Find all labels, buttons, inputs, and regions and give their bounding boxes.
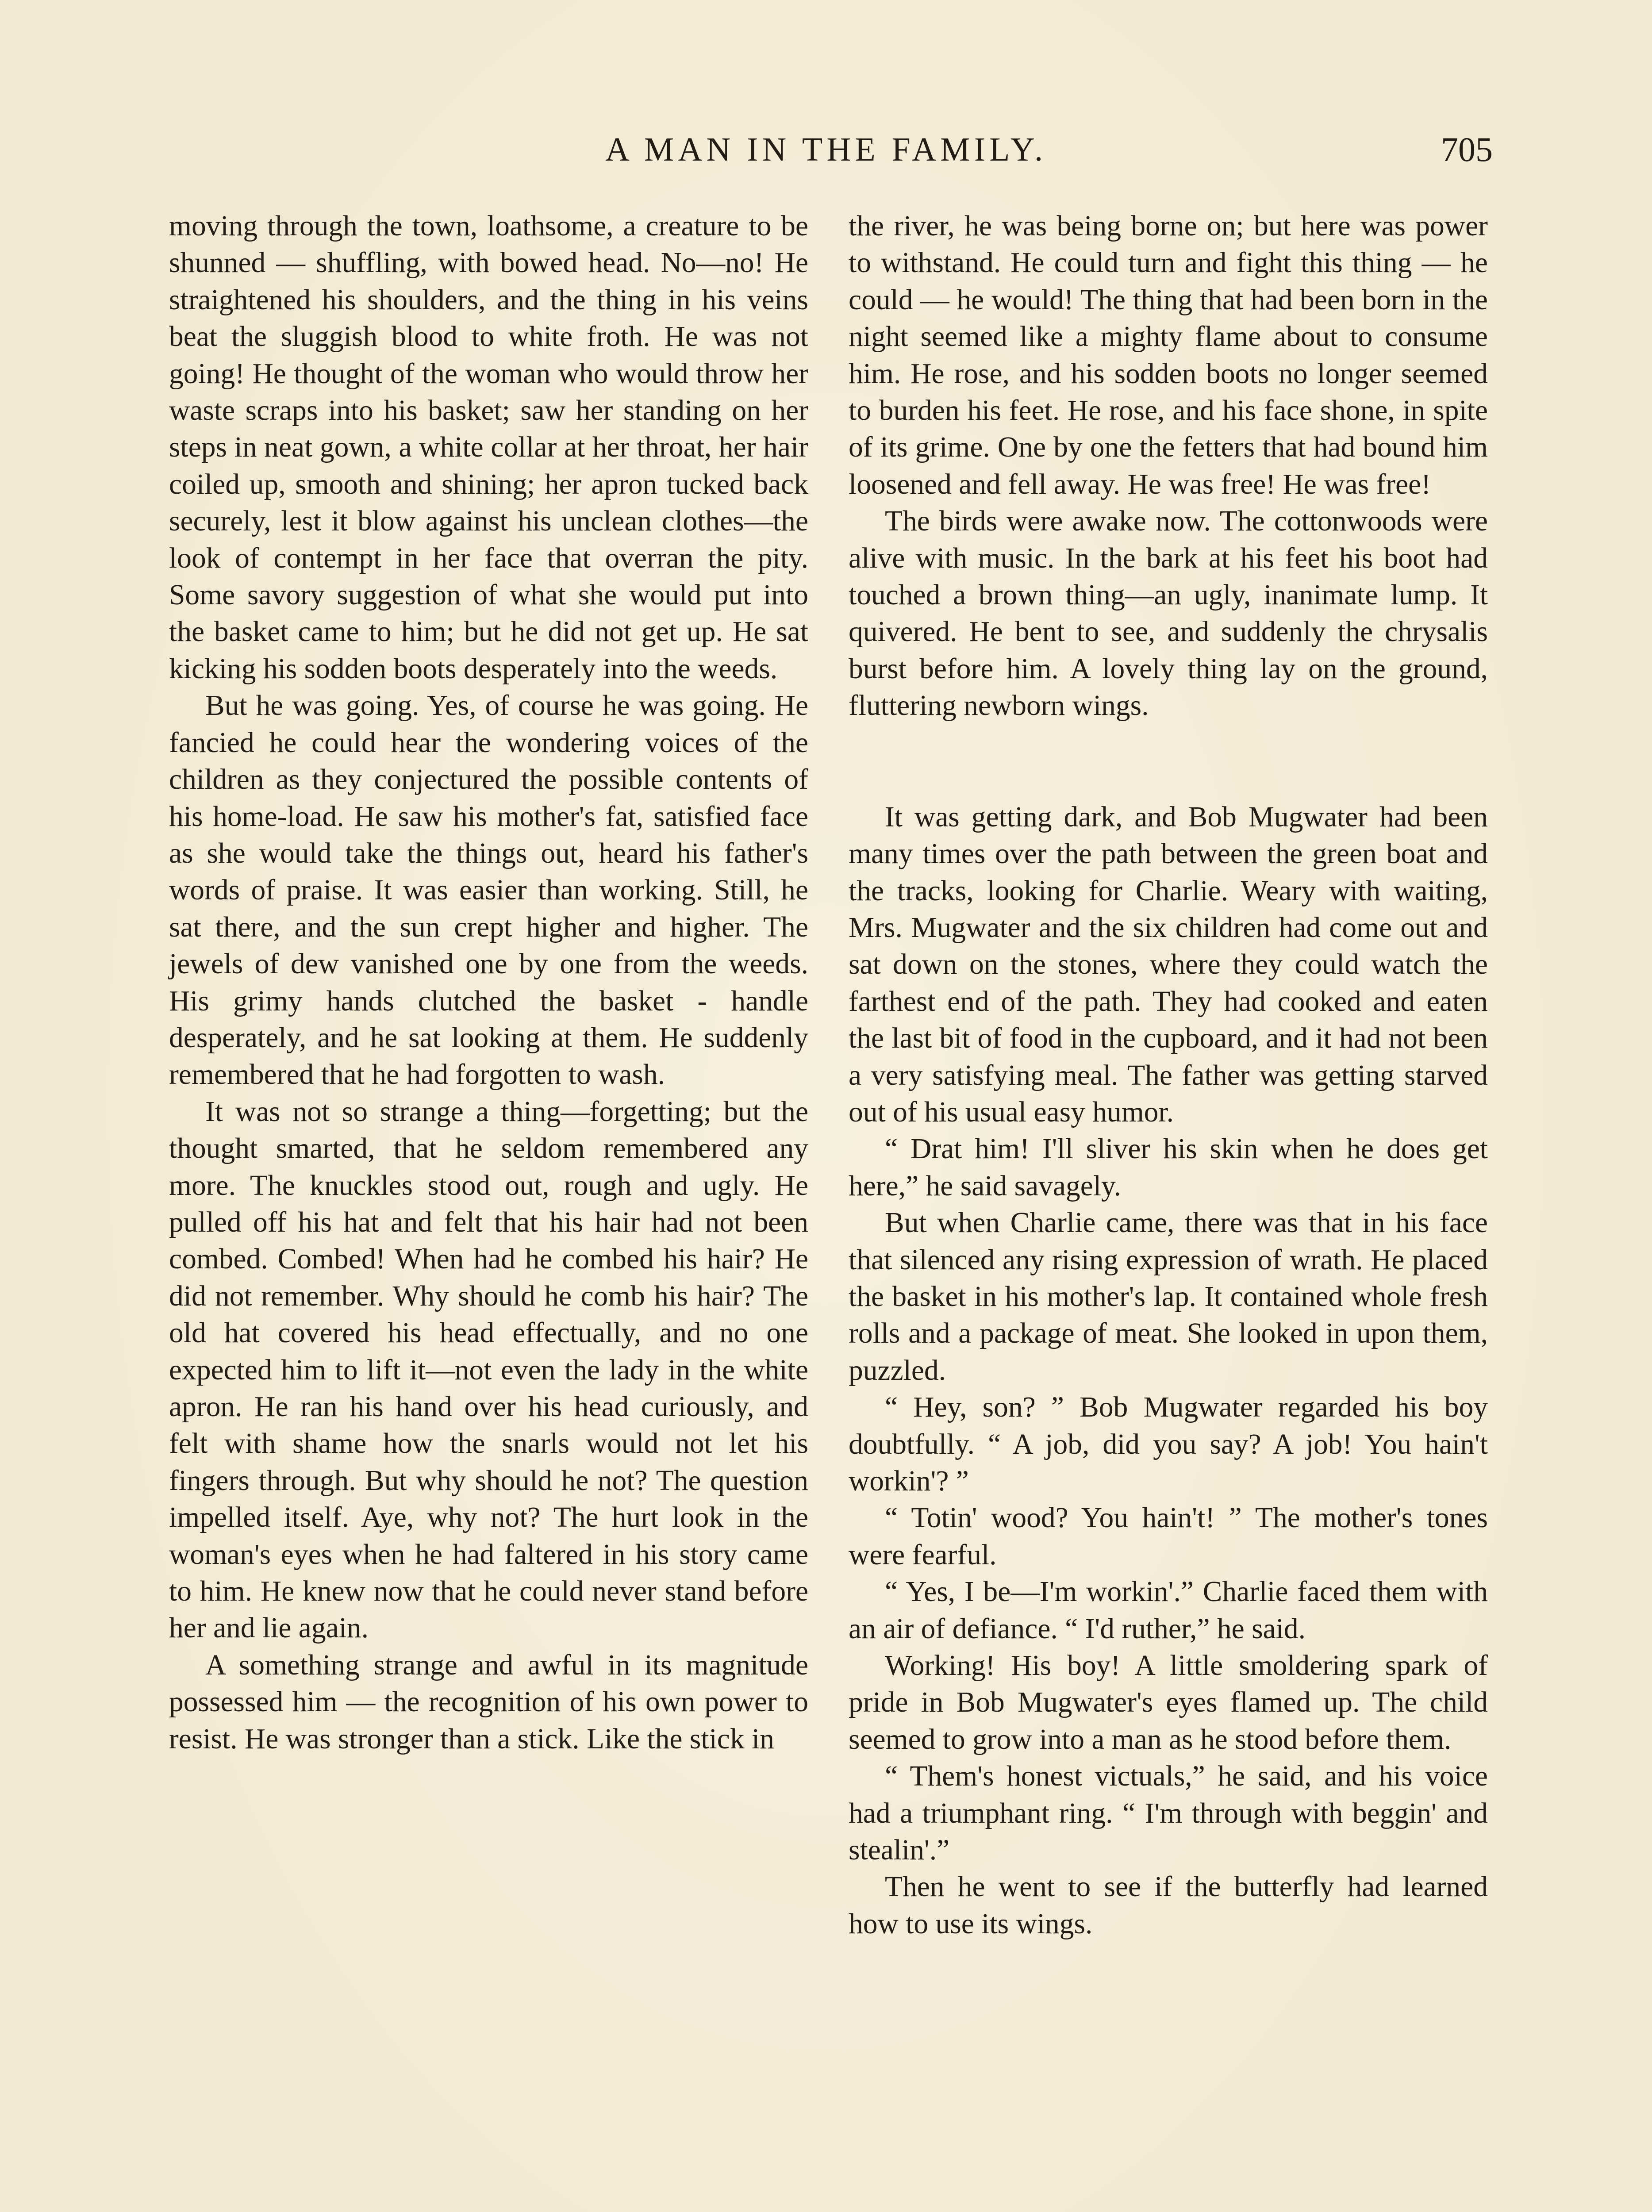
paragraph: “ Hey, son? ” Bob Mugwater regarded his boy doubtfully. “ A job, did you say? A job! You hain't workin'? ” xyxy=(849,1391,1488,1497)
left-column xyxy=(169,208,808,1758)
paragraph: “ Drat him! I'll sliver his skin when he does get here,” he said savagely. xyxy=(849,1133,1488,1202)
paragraph: It was getting dark, and Bob Mugwater had been many times over the path between the green boat and the tracks, looking for Charlie. Weary with waiting, Mrs. Mugwater and the six children had come out and sat down on the stones, where they could watch the farthest end of the path. They had cooked and eaten the last bit of food in the cupboard, and it had not been a very satisfying meal. The father was getting starved out of his usual easy humor. xyxy=(849,801,1488,1128)
paragraph: “ Yes, I be—I'm workin'.” Charlie faced them with an air of defiance. “ I'd ruther,” he said. xyxy=(849,1576,1488,1645)
paragraph: But he was going. Yes, of course he was going. He fancied he could hear the wondering voices of the children as they conjectured the possible contents of his home-load. He saw his mother's fat, satisfied face as she would take the things out, heard his father's words of praise. It was easier than working. Still, he sat there, and the sun crept higher and higher. The jewels of dew vanished one by one from the weeds. His grimy hands clutched the basket - handle desperately, and he sat looking at them. He suddenly remembered that he had forgotten to wash. xyxy=(169,690,808,1091)
page-header xyxy=(0,126,1652,179)
paragraph: But when Charlie came, there was that in his face that silenced any rising expression of wrath. He placed the basket in his mother's lap. It contained whole fresh rolls and a package of meat. She looked in upon them, puzzled. xyxy=(849,1207,1488,1386)
right-column xyxy=(849,208,1488,1943)
paragraph: “ Them's honest victuals,” he said, and his voice had a triumphant ring. “ I'm through with beggin' and stealin'.” xyxy=(849,1760,1488,1866)
page-number: 705 xyxy=(1441,130,1493,169)
paragraph: The birds were awake now. The cottonwoods were alive with music. In the bark at his feet his boot had touched a brown thing—an ugly, inanimate lump. It quivered. He bent to see, and suddenly the chrysalis burst before him. A lovely thing lay on the ground, fluttering newborn wings. xyxy=(849,505,1488,722)
paragraph: It was not so strange a thing—forgetting; but the thought smarted, that he seldom remembered any more. The knuckles stood out, rough and ugly. He pulled off his hat and felt that his hair had not been combed. Combed! When had he combed his hair? He did not remember. Why should he comb his hair? The old hat covered his head effectually, and no one expected him to lift it—not even the lady in the white apron. He ran his hand over his head curiously, and felt with shame how the snarls would not let his fingers through. But why should he not? The question impelled itself. Aye, why not? The hurt look in the woman's eyes when he had faltered in his story came to him. He knew now that he could never stand before her and lie again. xyxy=(169,1095,808,1644)
paragraph: Then he went to see if the butterfly had learned how to use its wings. xyxy=(849,1871,1488,1940)
paragraph: the river, he was being borne on; but here was power to withstand. He could turn and fight this thing — he could — he would! The thing that had been born in the night seemed like a mighty flame about to consume him. He rose, and his sodden boots no longer seemed to burden his feet. He rose, and his face shone, in spite of its grime. One by one the fetters that had bound him loosened and fell away. He was free! He was free! xyxy=(849,210,1488,500)
section-break xyxy=(849,725,1488,799)
paragraph: “ Totin' wood? You hain't! ” The mother's tones were fearful. xyxy=(849,1502,1488,1571)
paragraph: A something strange and awful in its magnitude possessed him — the recognition of his own power to resist. He was stronger than a stick. Like the stick in xyxy=(169,1649,808,1755)
paragraph: Working! His boy! A little smoldering spark of pride in Bob Mugwater's eyes flamed up. The child seemed to grow into a man as he stood before them. xyxy=(849,1650,1488,1755)
running-title: A MAN IN THE FAMILY. xyxy=(605,131,1047,168)
paragraph: moving through the town, loathsome, a creature to be shunned — shuffling, with bowed head. No—no! He straightened his shoulders, and the thing in his veins beat the sluggish blood to white froth. He was not going! He thought of the woman who would throw her waste scraps into his basket; saw her standing on her steps in neat gown, a white collar at her throat, her hair coiled up, smooth and shining; her apron tucked back securely, lest it blow against his unclean clothes—the look of contempt in her face that overran the pity. Some savory suggestion of what she would put into the basket came to him; but he did not get up. He sat kicking his sodden boots desperately into the weeds. xyxy=(169,210,808,685)
